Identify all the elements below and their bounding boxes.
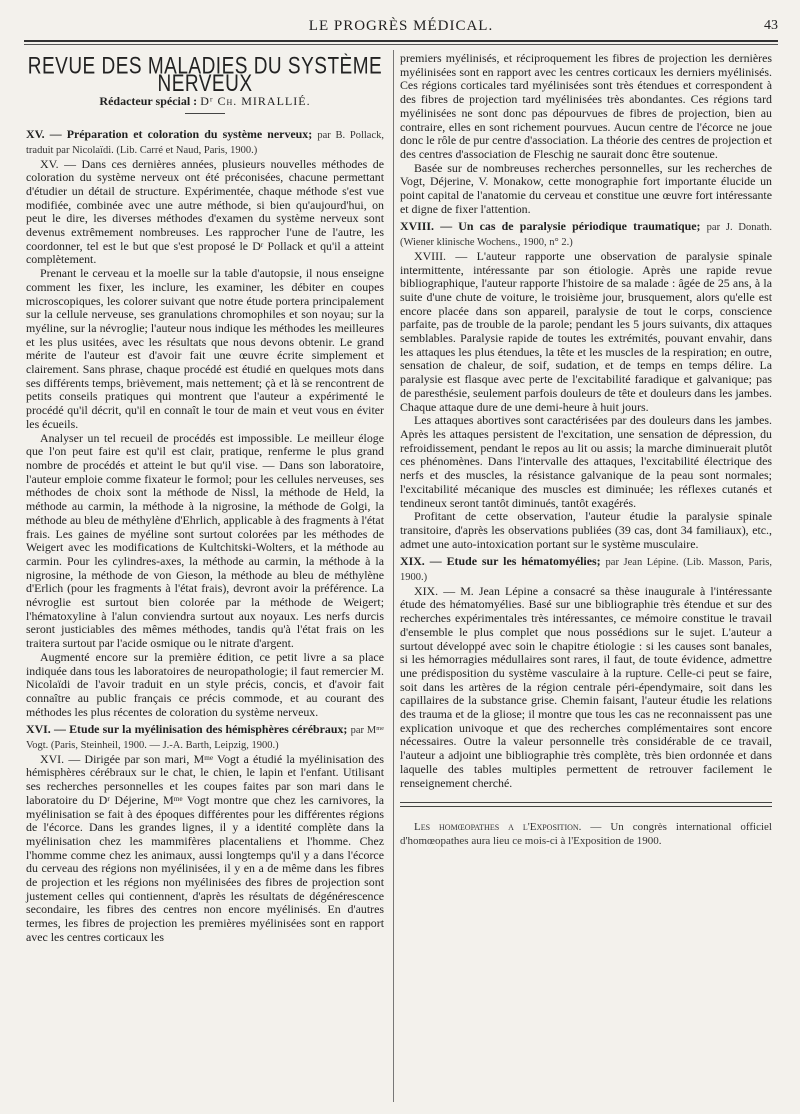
reference-xix [400,555,772,584]
page-number: 43 [764,18,778,33]
reference-xv [26,128,384,157]
ref-title: Etude sur la myélinisation des hémisphères cérébraux; [69,722,348,737]
paragraph: XVIII. — L'auteur rapporte une observation de paralysie spinale intermittente, intéressante par son étiologie. Après une rapide revue bibliographique, l'auteur rapporte l'histoire de sa malade : âgée de 25 ans, à la suite d'une chute de voiture, le troisième jour, brusquement, alors qu'elle est encore placée dans son appareil, paralysie de tout le corps, conscience parfaite, pas de trouble de la parole; pendant les 5 jours suivants, dix attaques semblables. Paralysie rapide de toutes les extrémités, pouvant envahir, dans les attaques les plus étendues, la tête et les muscles de la respiration; en outre, sensation de chaleur, de soif, sudation, et de temps en temps délire. La paralysie est flasque avec perte de l'excitabilité faradique et galvanique; pas de paresthésie, seulement parfois douleurs de tête et douleurs dans les jambes. Chaque attaque dure de une demi-heure à huit jours. [400,248,772,414]
column-divider [393,50,394,1102]
paragraph: XIX. — M. Jean Lépine a consacré sa thèse inaugurale à l'intéressante étude des hématomyélies. Basé sur une bibliographie très étendue et sur des recherches expérimentales très intéressantes, ce mémoire constitue le travail d'ensemble le plus complet que nous possédions sur le sujet. L'auteur a surtout développé avec soin le chapitre étiologie : si les causes sont banales, si les hémorragies médullaires sont rares, il faut, de toute évidence, admettre une prédisposition du système vasculaire à la rupture. Celle-ci peut se faire, soit dans les artères de la région centrale péri-épendymaire, soit dans les capillaires de la substance grise. Chemin faisant, l'auteur étudie les relations des trauma et de la gliose; il montre que tous les cas ne reconnaissent pas une explication univoque et que des recherches complémentaires sont encore nécessaires. Outre la valeur personnelle très considérable de ce travail, l'auteur a adjoint une bibliographie très complète, très bien ordonnée et dans laquelle des tables multiples permettent de retrouver facilement le renseignement cherché. [400,583,772,790]
paragraph: XV. — Dans ces dernières années, plusieurs nouvelles méthodes de coloration du système nerveux ont été préconisées, chacune permettant d'étudier un détail de structure. Expérimentée, chaque méthode s'est vue modifiée, combinée avec une autre méthode, si bien qu'aujourd'hui, on peut le dire, les diverses méthodes d'examen du système nerveux sont devenus extrêmement nombreuses. Les rapprocher l'une de l'autre, les coordonner, tel est le but que s'est proposé le Dʳ Pollack et qu'il a atteint complètement. [26,156,384,267]
paragraph: Prenant le cerveau et la moelle sur la table d'autopsie, il nous enseigne comment les fixer, les inclure, les examiner, les débiter en coupes microscopiques, les colorer suivant que notre étude portera principalement sur la cellule nerveuse, ses granulations chromophiles et son noyau; sur la myéline, sur la névroglie; l'auteur nous indique les méthodes les meilleures et les plus usitées, avec les résultats que nous devons obtenir. Le grand mérite de l'auteur est d'avoir fait une œuvre écrite simplement et clairement. Sans phrase, chaque procédé est étudié en quelques mots dans ses différents temps, brièvement, mais nettement; çà et là se rencontrent de petits conseils pratiques qui montrent que l'auteur a expérimenté le procédé qu'il décrit, qu'il en connaît le tour de main et veut vous en éviter les écueils. [26,266,384,431]
ref-number: XVIII. — [400,219,453,234]
ref-details: par J. Donath. (Wiener klinische Wochens., 1900, n° 2.) [400,222,772,249]
paragraph: Analyser un tel recueil de procédés est impossible. Le meilleur éloge que l'on peut faire est qu'il est clair, pratique, renferme le plus grand nombre de procédés et atteint le but qu'il vise. — Dans son laboratoire, l'auteur emploie comme fixateur le formol; pour les cellules nerveuses, ses méthodes de choix sont la méthode de Nissl, la méthode de Held, la méthode au carmin, la méthode à la nigrosine, la méthode de Golgi, la méthode au bleu de méthylène d'Ehrlich, applicable à des fragments à l'état frais. Les gaines de myéline sont surtout colorées par les méthodes de Weigert avec les modifications de Kultchitski-Wolters, et la méthode au carmin. Pour les cylindres-axes, la méthode au carmin, la méthode à la nigrosine, la méthode de von Gieson, la méthode au bleu de méthylène d'Erlich (pour les fragments à l'état frais), devront avoir la préférence. La névroglie est surtout bien colorée par la méthode de Weigert; l'hématoxyline à l'alun conviendra surtout aux noyaux. Les nerfs durcis seront justiciables des mêmes méthodes, tandis qu'à l'état frais on les traitera surtout par l'acide osmique ou le nitrate d'argent. [26,430,384,651]
section-masthead: REVUE DES MALADIES DU SYSTÈME NERVEUX [27,53,383,97]
ref-title: Etude sur les hématomyélies; [446,554,601,569]
ref-number: XVI. — [26,722,66,737]
paragraph: Augmenté encore sur la première édition, ce petit livre a sa place indiquée dans tous les laboratoires de neuropathologie; il faut remercier M. Nicolaïdi de l'avoir traduit en un style précis, concis, et d'avoir fait connaître au public français ce précis commode, et au courant des méthodes les plus récentes de coloration du système nerveux. [26,649,384,719]
header-rule-thin [24,44,778,45]
section-end-rule-thin [400,806,772,807]
left-column [26,52,384,945]
paragraph: Les attaques abortives sont caractérisées par des douleurs dans les jambes. Après les attaques persistent de l'excitation, une sensation de dépression, du refroidissement, pendant le repos au lit ou assis; la marche diminuerait plutôt ces phénomènes. Dans l'intervalle des attaques, l'excitabilité électrique des nerfs et des muscles, la résistance galvanique de la peau sont normales; l'excitabilité mécanique des muscles est diminuée; les réflexes cutanés et tendineux seront tantôt diminués, tantôt exagérés. [400,413,772,510]
ref-number: XIX. — [400,554,442,569]
editor-label: Rédacteur spécial : [99,94,198,109]
ref-title: Préparation et coloration du système nerveux; [66,127,313,142]
note-title: Les homœopathes a l'Exposition. [414,821,582,834]
ref-title: Un cas de paralysie périodique traumatique; [458,219,701,234]
editor-name: Dʳ Ch. MIRALLIÉ. [200,94,311,109]
news-note [400,821,772,848]
note-text: — Un congrès international officiel d'homœopathes aura lieu ce mois-ci à l'Exposition de 1900. [400,821,772,847]
paragraph: Profitant de cette observation, l'auteur étudie la paralysie spinale transitoire, d'après les observations publiées (39 cas, dont 34 familiaux), etc., admet une auto-intoxication portant sur le système musculaire. [400,509,772,551]
header-rule [24,40,778,42]
section-end-rule [400,802,772,803]
reference-xviii [400,220,772,249]
ref-details: par Mᵐᵉ Vogt. (Paris, Steinheil, 1900. — J.-A. Barth, Leipzig, 1900.) [26,725,384,752]
paragraph: premiers myélinisés, et réciproquement les fibres de projection les dernières myélinisées sont en rapport avec les centres corticaux les derniers myélinisés. Ces régions corticales tard myélinisées sont très étendues et correspondent à des fibres de projection tard myélinisées très abondantes. Ces régions tard myélinisées ne sont donc pas dépourvues de fibres de projection, bien au contraire, elles en sont richement pourvues. Aucun centre de l'écorce ne joue donc le rôle de pur centre d'association. La théorie des centres de projection et des centres d'association de Fleschig ne saurait donc être soutenue. [400,51,772,161]
paragraph: XVI. — Dirigée par son mari, Mᵐᵉ Vogt a étudié la myélinisation des hémisphères cérébraux sur le chat, le chien, le lapin et l'enfant. Utilisant ses recherches personnelles et les coupes faites par son mari dans le laboratoire du Dʳ Déjerine, Mᵐᵉ Vogt montre que chez les carnivores, la myélinisation se fait à des époques différentes pour les différentes régions de l'écorce. Dans les grandes lignes, il y a identité complète dans la myélinisation chez les mammifères placentaliens et l'homme. Chez l'homme comme chez les animaux, aussi longtemps qu'il y a dans l'écorce du cerveau des régions non myélinisées, il y en a de même dans les fibres de projection et les régions non myélinisées des fibres de projection sont justement celles qui contiennent, d'après les résultats de dégénérescence secondaire, les fibres des centres non encore myélinisés. En d'autres termes, les fibres de projection les premières myélinisées sont en rapport avec les centres corticaux les [26,751,384,944]
ref-number: XV. — [26,127,62,142]
short-rule [185,113,225,114]
ref-details: par Jean Lépine. (Lib. Masson, Paris, 1900.) [400,557,772,584]
ref-details: par B. Pollack, traduit par Nicolaïdi. (Lib. Carré et Naud, Paris, 1900.) [26,130,384,156]
editor-line [26,95,384,109]
right-column [400,52,772,849]
journal-title: LE PROGRÈS MÉDICAL. [308,18,494,34]
paragraph: Basée sur de nombreuses recherches personnelles, sur les recherches de Vogt, Déjerine, V. Monakow, cette monographie fort importante élucide un point capital de l'anatomie du cerveau et constitue une œuvre fort intéressante et digne de fixer l'attention. [400,160,772,216]
reference-xvi [26,723,384,752]
